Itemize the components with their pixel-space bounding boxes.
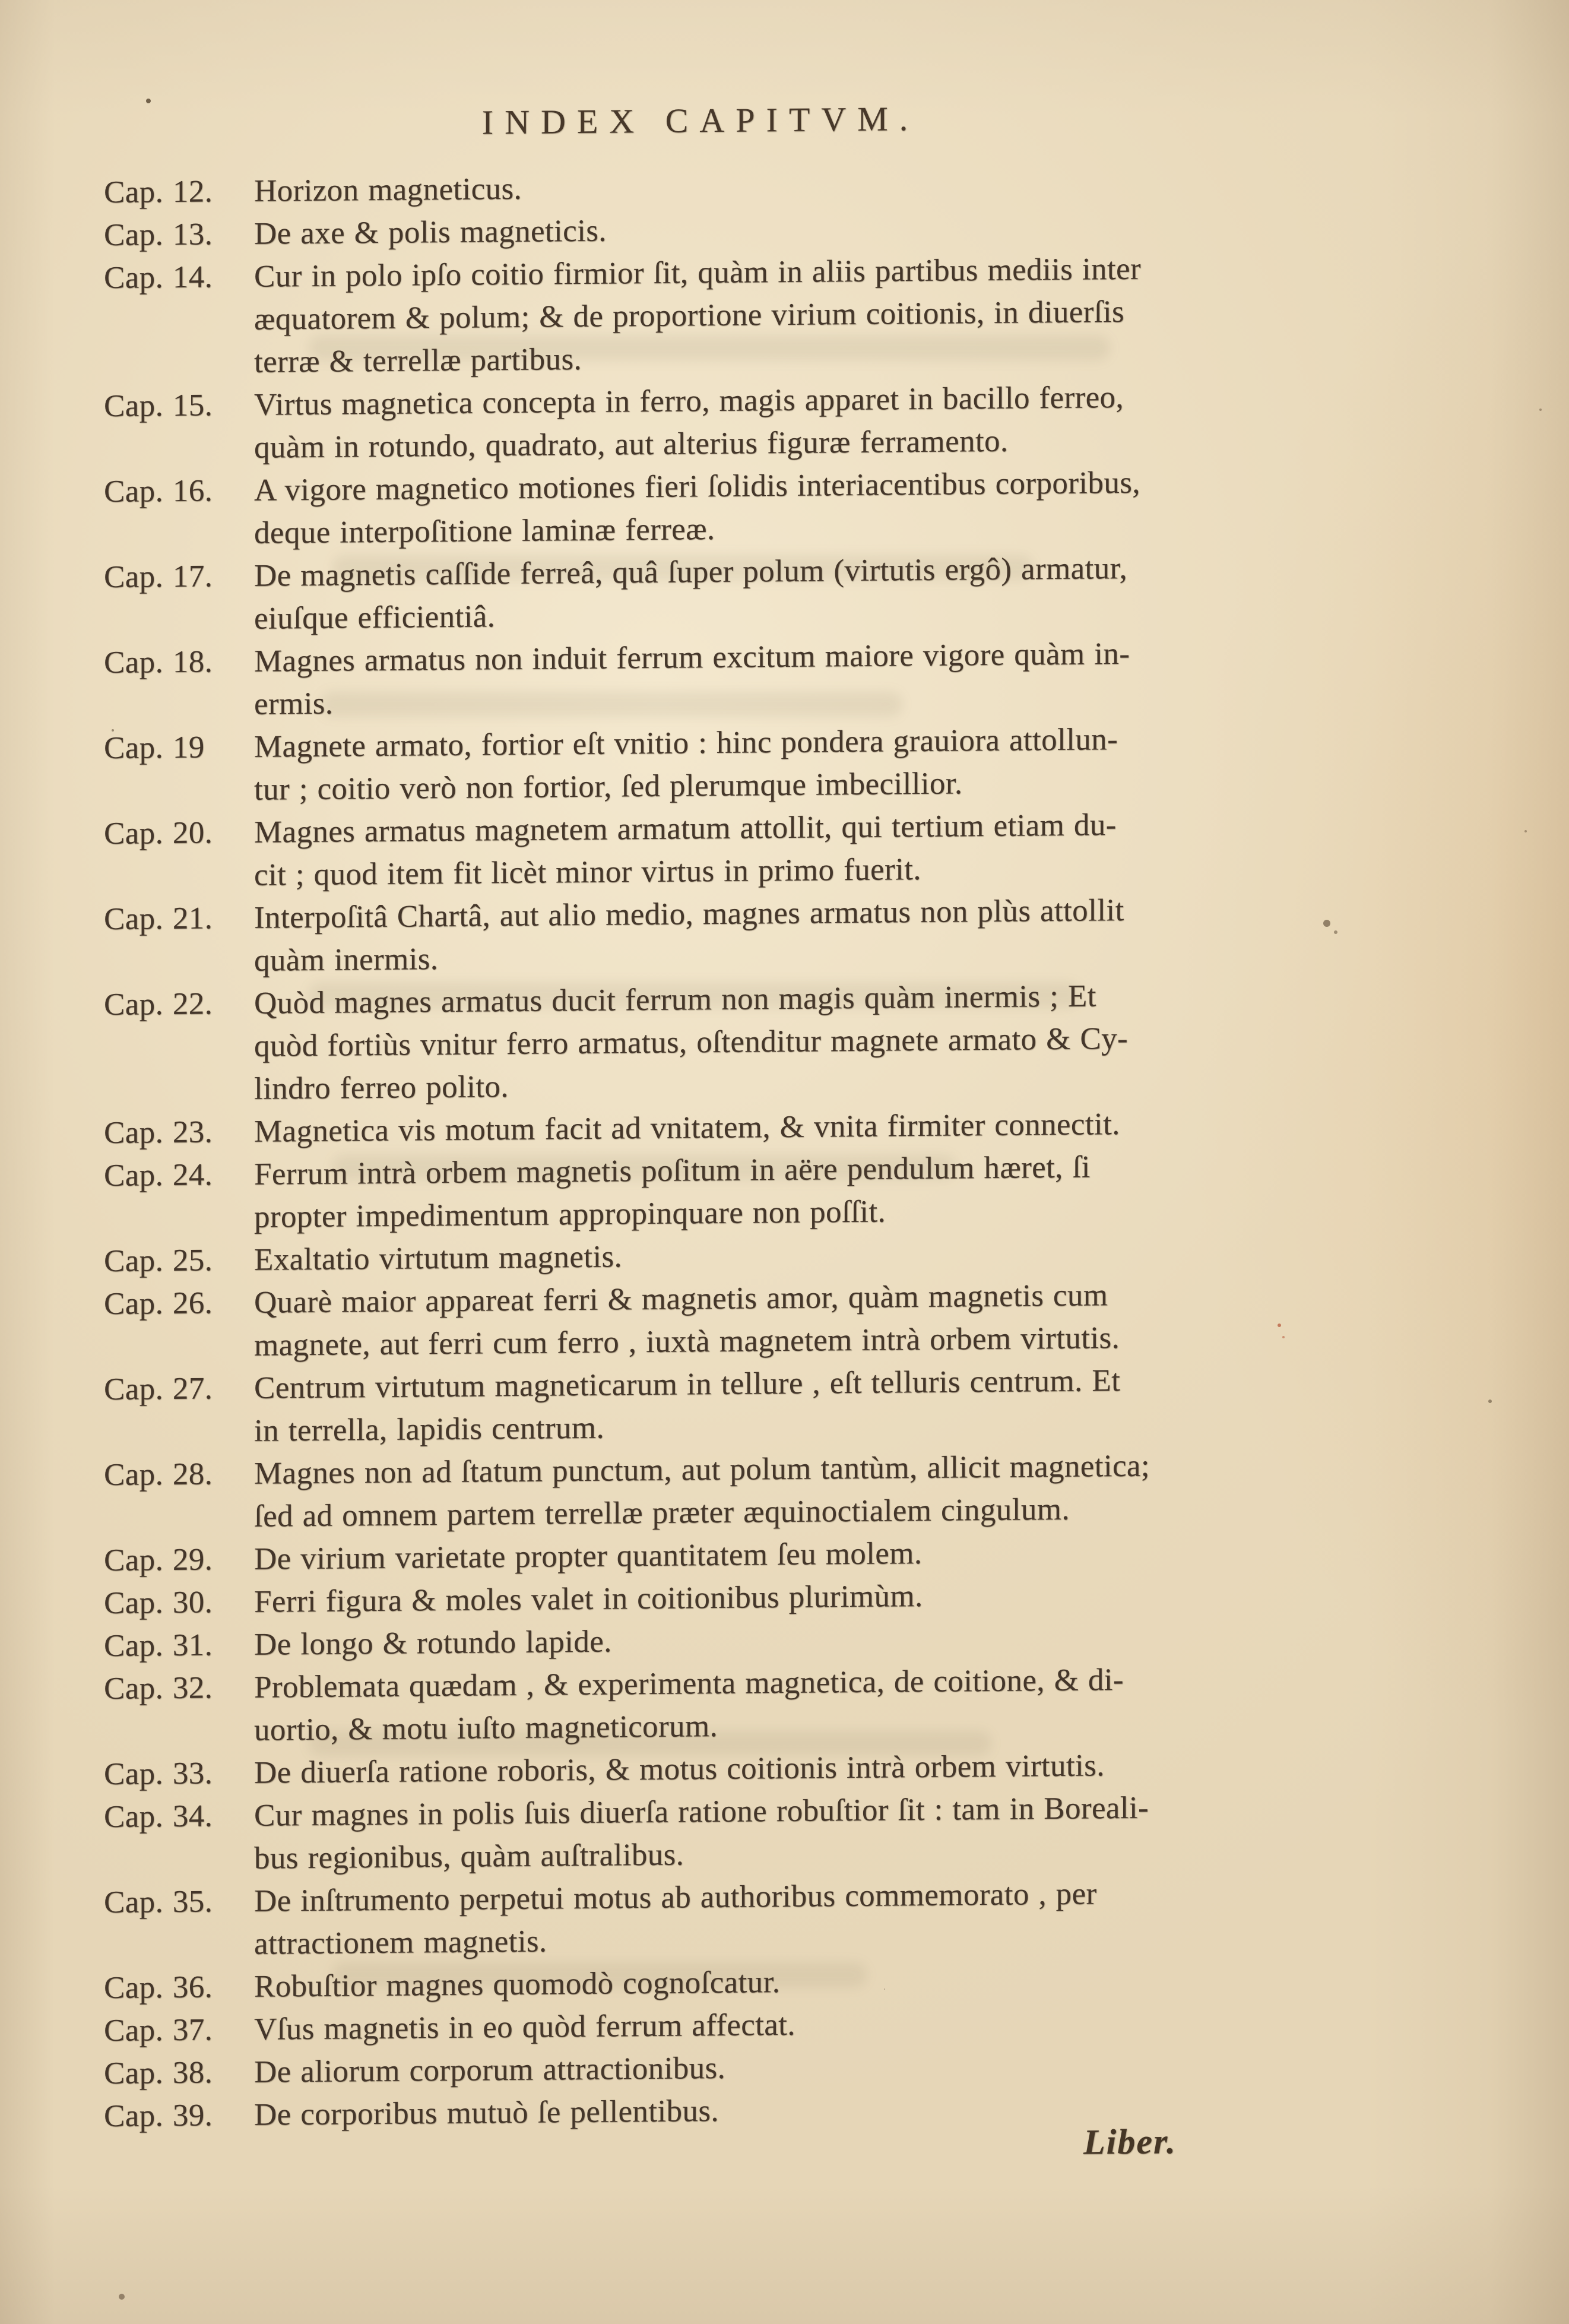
text-line: ermis. (254, 686, 334, 721)
text-line: Exaltatio virtutum magnetis. (254, 1239, 623, 1277)
text-line: tur ; coitio verò non fortior, ſed plerumque imbecillior. (254, 766, 963, 807)
text-line: Magnes armatus non induit ferrum excitum maiore vigore quàm in- (254, 636, 1130, 679)
text-line: quàm in rotundo, quadrato, aut alterius figuræ ferramento. (254, 423, 1009, 465)
text-line: eiuſque efficientiâ. (254, 599, 496, 636)
chapter-label: Cap. 25. (104, 1243, 213, 1278)
text-line: De axe & polis magneticis. (254, 213, 607, 251)
chapter-label: Cap. 18. (104, 644, 213, 680)
text-line: quàm inermis. (254, 942, 439, 978)
chapter-label: Cap. 36. (104, 1970, 213, 2005)
chapter-index-list (104, 159, 1434, 2138)
text-line: Problemata quædam , & experimenta magnetica, de coitione, & di- (254, 1663, 1124, 1705)
chapter-label: Cap. 17. (104, 559, 213, 594)
chapter-label: Cap. 31. (104, 1628, 213, 1663)
text-line: attractionem magnetis. (254, 1924, 547, 1961)
text-line: magnete, aut ferri cum ferro , iuxtà magnetem intrà orbem virtutis. (254, 1321, 1120, 1363)
chapter-label: Cap. 39. (104, 2098, 213, 2133)
chapter-summary (254, 1356, 1434, 1452)
index-entry (104, 1271, 1434, 1368)
chapter-summary (254, 971, 1434, 1110)
chapter-label: Cap. 22. (104, 986, 213, 1022)
chapter-summary (254, 629, 1434, 725)
text-line: Cur magnes in polis ſuis diuerſa ratione robuſtior ſit : tam in Boreali- (254, 1790, 1149, 1833)
chapter-summary (254, 715, 1434, 810)
text-line: De magnetis caſſide ferreâ, quâ ſuper polum (virtutis ergô) armatur, (254, 550, 1128, 593)
text-line: in terrella, lapidis centrum. (254, 1410, 605, 1448)
chapter-summary (254, 245, 1434, 383)
chapter-summary (254, 373, 1434, 468)
index-entry (104, 1655, 1434, 1753)
chapter-label: Cap. 32. (104, 1670, 213, 1706)
chapter-summary (254, 1784, 1434, 1879)
chapter-label: Cap. 13. (104, 217, 213, 252)
index-entry (104, 1142, 1434, 1240)
text-line: Vſus magnetis in eo quòd ferrum affectat. (254, 2007, 795, 2047)
text-line: De longo & rotundo lapide. (254, 1624, 612, 1662)
text-line: Centrum virtutum magneticarum in tellure , eſt telluris centrum. Et (254, 1363, 1121, 1405)
chapter-label: Cap. 14. (104, 259, 213, 295)
chapter-summary (254, 886, 1434, 981)
text-line: lindro ferreo polito. (254, 1069, 509, 1106)
chapter-summary (254, 1142, 1434, 1238)
text-line: Quòd magnes armatus ducit ferrum non magis quàm inermis ; Et (254, 979, 1096, 1021)
chapter-summary (254, 1271, 1434, 1366)
text-line: terræ & terrellæ partibus. (254, 341, 582, 379)
chapter-summary (254, 458, 1434, 554)
text-line: De aliorum corporum attractionibus. (254, 2050, 726, 2089)
text-line: Robuſtior magnes quomodò cognoſcatur. (254, 1965, 781, 2004)
text-line: A vigore magnetico motiones fieri ſolidis interiacentibus corporibus, (254, 465, 1140, 508)
text-line: Magnete armato, fortior eſt vnitio : hinc pondera grauiora attollun- (254, 722, 1118, 764)
text-line: ſed ad omnem partem terrellæ præter æquinoctialem cingulum. (254, 1492, 1070, 1534)
text-line: Interpoſitâ Chartâ, aut alio medio, magnes armatus non plùs attollit (254, 893, 1124, 935)
chapter-label: Cap. 30. (104, 1585, 213, 1620)
chapter-label: Cap. 15. (104, 388, 213, 423)
index-entry (104, 544, 1434, 641)
text-line: Cur in polo ipſo coitio firmior ſit, quàm in aliis partibus mediis inter (254, 251, 1141, 294)
text-line: De inſtrumento perpetui motus ab authoribus commemorato , per (254, 1876, 1097, 1918)
index-entry (104, 1869, 1434, 1967)
chapter-label: Cap. 37. (104, 2012, 213, 2048)
index-entry (104, 800, 1434, 898)
index-entry (104, 886, 1434, 983)
index-entry (104, 373, 1434, 470)
text-line: Horizon magneticus. (254, 171, 522, 208)
index-entry (104, 1784, 1434, 1881)
text-line: Virtus magnetica concepta in ferro, magis apparet in bacillo ferreo, (254, 380, 1124, 422)
chapter-label: Cap. 16. (104, 473, 213, 509)
chapter-label: Cap. 21. (104, 901, 213, 936)
text-line: Ferrum intrà orbem magnetis poſitum in aëre pendulum hæret, ſi (254, 1150, 1091, 1192)
chapter-label: Cap. 12. (104, 174, 213, 210)
chapter-label: Cap. 34. (104, 1799, 213, 1834)
page-title: INDEX CAPITVM. (481, 99, 920, 142)
chapter-label: Cap. 29. (104, 1542, 213, 1578)
chapter-summary (254, 1655, 1434, 1751)
text-line: æquatorem & polum; & de proportione virium coitionis, in diuerſis (254, 294, 1124, 337)
text-line: propter impedimentum appropinquare non poſſit. (254, 1194, 886, 1234)
chapter-label: Cap. 24. (104, 1157, 213, 1193)
text-line: bus regionibus, quàm auſtralibus. (254, 1837, 684, 1876)
index-entry (104, 629, 1434, 727)
text-line: Ferri figura & moles valet in coitionibus plurimùm. (254, 1578, 923, 1619)
text-line: deque interpoſitione laminæ ferreæ. (254, 512, 715, 550)
chapter-label: Cap. 28. (104, 1457, 213, 1492)
text-line: De corporibus mutuò ſe pellentibus. (254, 2093, 719, 2132)
text-line: cit ; quod item fit licèt minor virtus in primo fuerit. (254, 851, 921, 892)
index-entry (104, 458, 1434, 556)
index-entry (104, 715, 1434, 812)
chapter-label: Cap. 35. (104, 1884, 213, 1920)
text-line: De diuerſa ratione roboris, & motus coitionis intrà orbem virtutis. (254, 1748, 1105, 1790)
text-line: quòd fortiùs vnitur ferro armatus, oſtenditur magnete armato & Cy- (254, 1021, 1129, 1063)
chapter-label: Cap. 26. (104, 1286, 213, 1321)
text-line: uortio, & motu iuſto magneticorum. (254, 1708, 718, 1747)
index-entry (104, 245, 1434, 385)
chapter-label: Cap. 38. (104, 2055, 213, 2091)
chapter-summary (254, 800, 1434, 896)
chapter-label: Cap. 23. (104, 1114, 213, 1150)
text-line: Magnes armatus magnetem armatum attollit, qui tertium etiam du- (254, 808, 1117, 850)
chapter-summary (254, 1442, 1434, 1537)
index-entry (104, 1356, 1434, 1454)
catchword: Liber. (1083, 2122, 1177, 2162)
text-line: Quarè maior appareat ferri & magnetis amor, quàm magnetis cum (254, 1278, 1108, 1320)
chapter-label: Cap. 19 (104, 730, 205, 765)
index-entry (104, 1442, 1434, 1539)
text-line: Magnetica vis motum facit ad vnitatem, & vnita firmiter connectit. (254, 1107, 1120, 1149)
chapter-summary (254, 544, 1434, 639)
text-line: De virium varietate propter quantitatem ſeu molem. (254, 1535, 923, 1576)
chapter-summary (254, 1869, 1434, 1965)
text-line: Magnes non ad ſtatum punctum, aut polum tantùm, allicit magnetica; (254, 1448, 1150, 1491)
index-entry (104, 971, 1434, 1112)
chapter-label: Cap. 27. (104, 1371, 213, 1407)
chapter-label: Cap. 20. (104, 815, 213, 851)
chapter-label: Cap. 33. (104, 1756, 213, 1791)
